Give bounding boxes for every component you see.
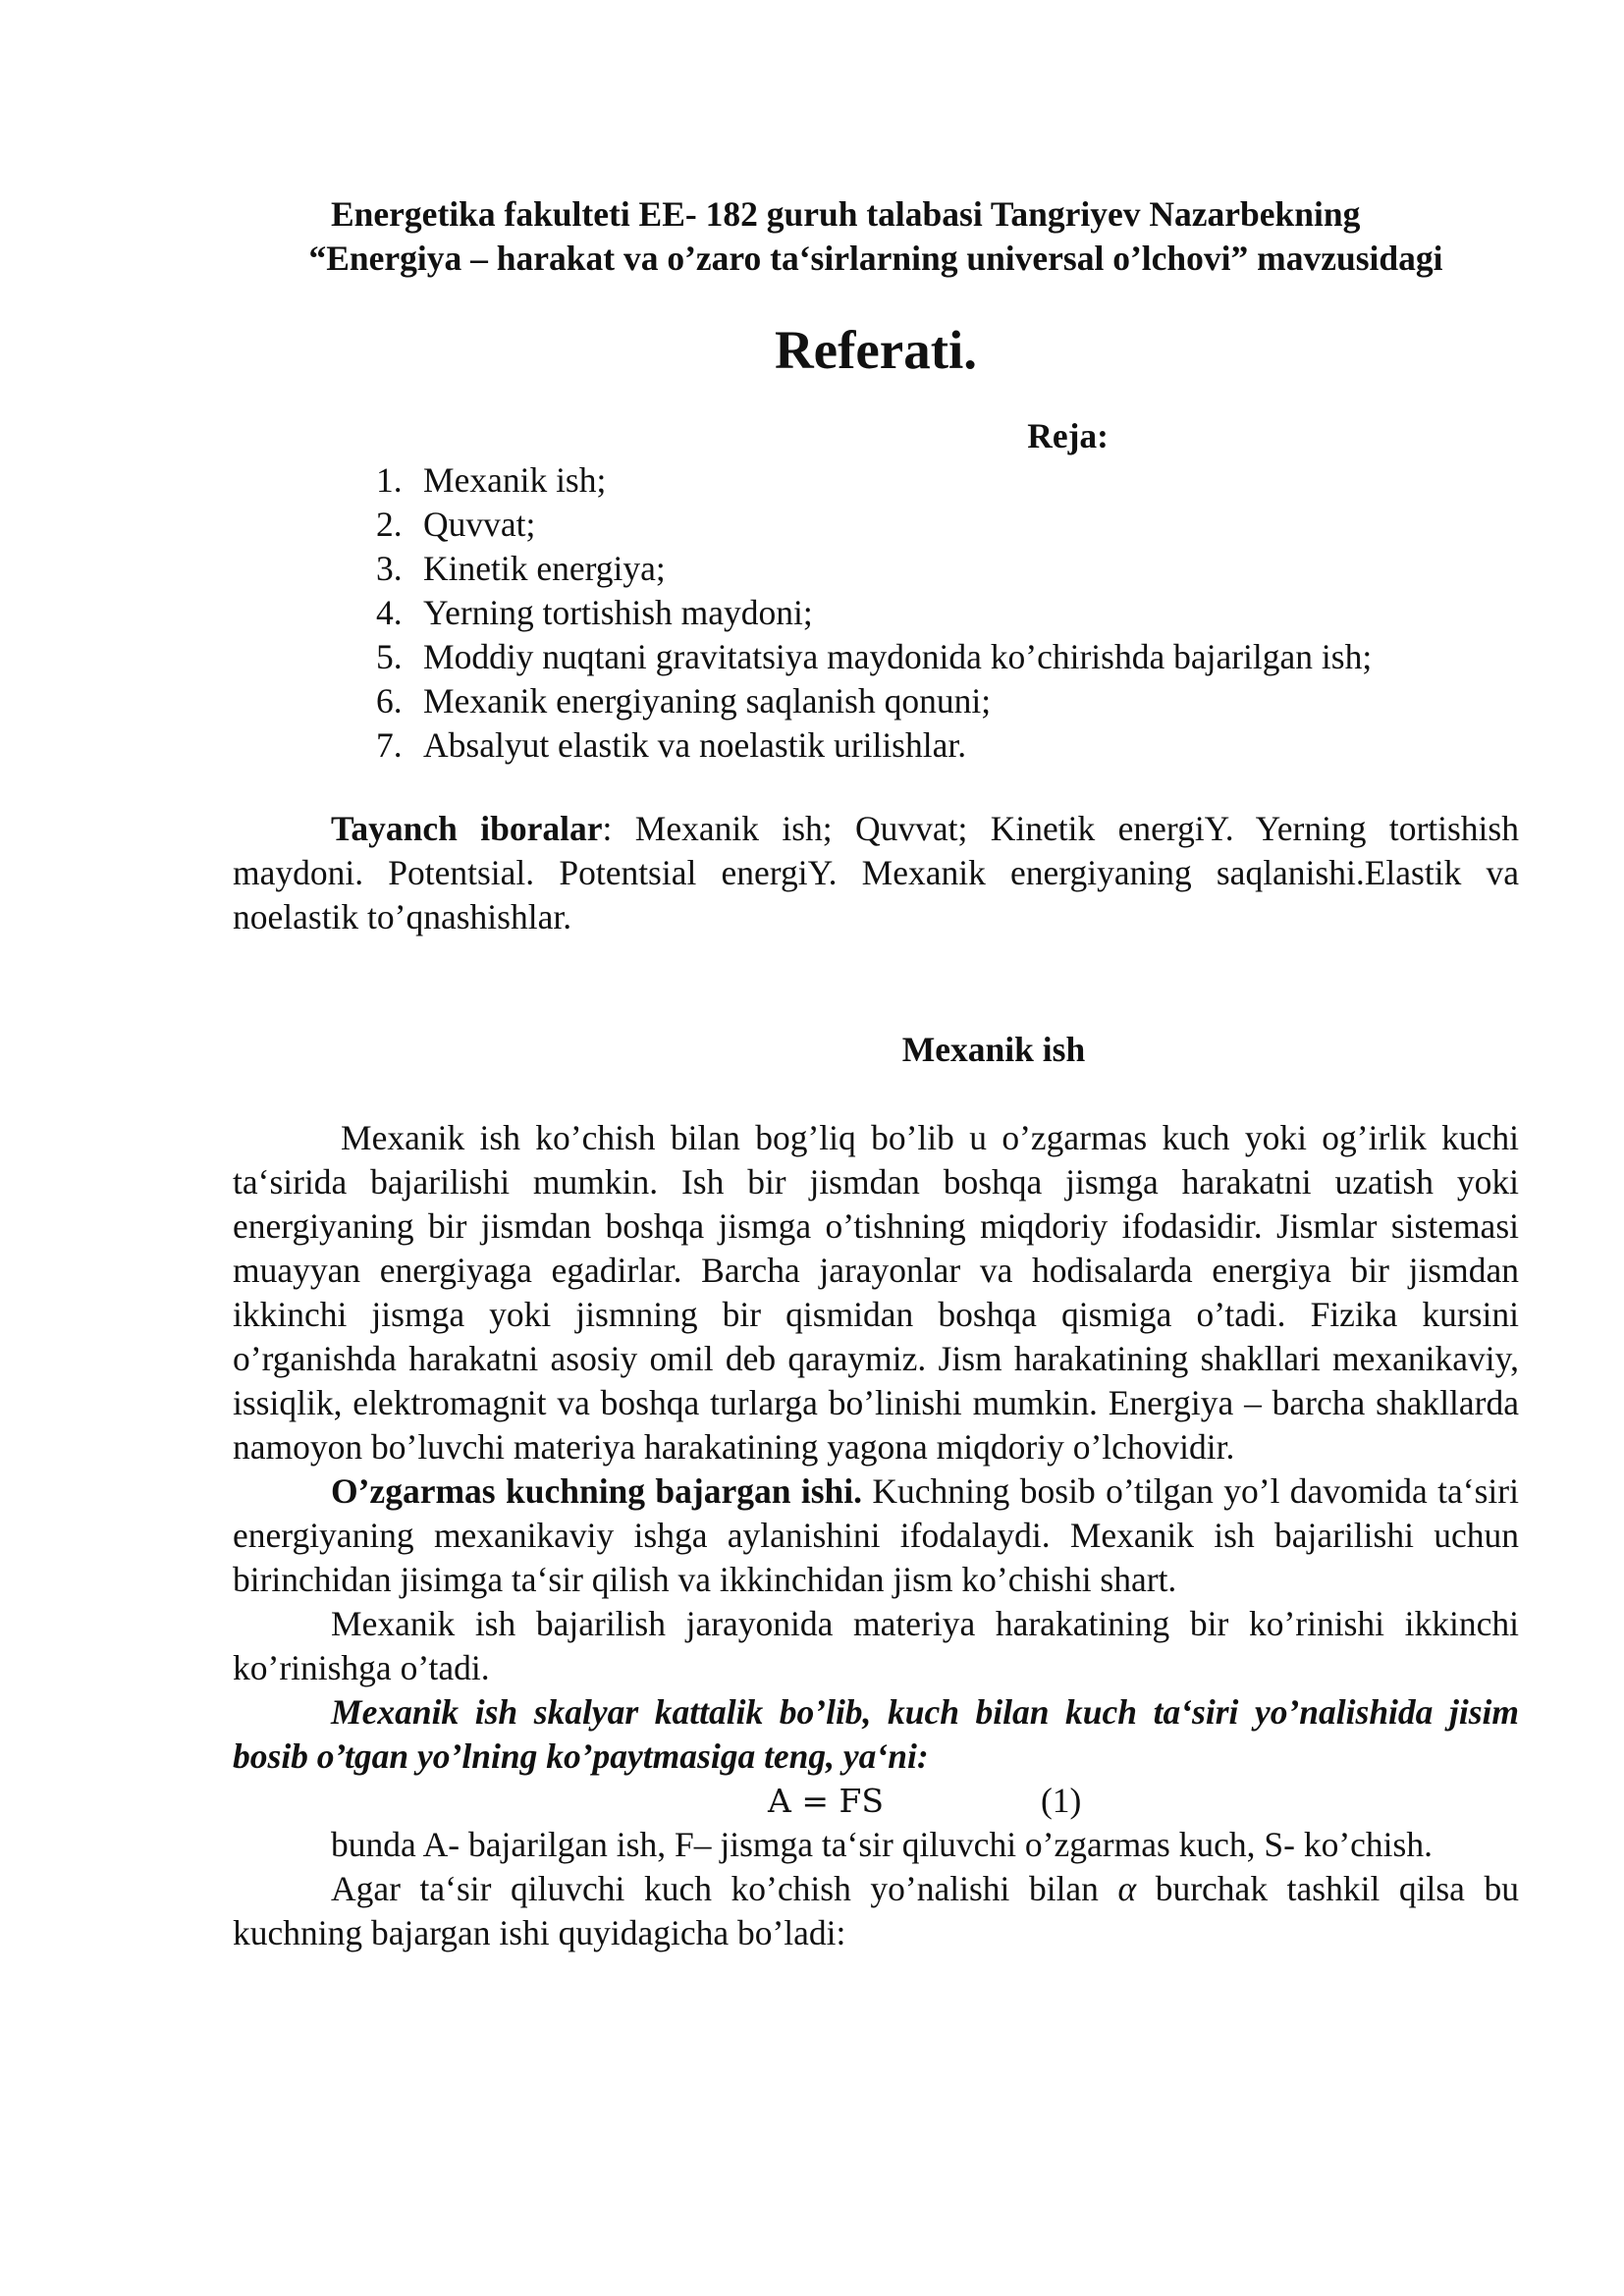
plan-item-number: 2. bbox=[376, 505, 403, 544]
plan-heading: Reja: bbox=[1027, 416, 1109, 455]
plan-item-number: 3. bbox=[376, 549, 403, 588]
plan-item-number: 6. bbox=[376, 681, 403, 721]
plan-item bbox=[376, 503, 1519, 547]
plan-item bbox=[376, 547, 1519, 591]
body-paragraph-6 bbox=[233, 1867, 1519, 1955]
plan-item-text: Absalyut elastik va noelastik urilishlar. bbox=[423, 725, 967, 765]
keywords-label: Tayanch iboralar bbox=[331, 809, 603, 848]
plan-item-text: Mexanik ish; bbox=[423, 460, 607, 500]
plan-item-text: Kinetik energiya; bbox=[423, 549, 666, 588]
paragraph-lead-bold: O’zgarmas kuchning bajargan ishi. bbox=[331, 1471, 863, 1511]
plan-item-number: 4. bbox=[376, 593, 403, 632]
formula-number: (1) bbox=[1040, 1781, 1082, 1820]
plan-item-text: Moddiy nuqtani gravitatsiya maydonida ko’chirishda bajarilgan ish; bbox=[423, 637, 1373, 676]
plan-list bbox=[233, 458, 1519, 768]
paragraph-text: Agar ta‘sir qiluvchi kuch ko’chish yo’nalishi bilan bbox=[331, 1869, 1118, 1908]
section-title: Mexanik ish bbox=[901, 1030, 1086, 1069]
formula-expression: A = FS bbox=[768, 1782, 884, 1820]
alpha-symbol: α bbox=[1117, 1869, 1137, 1908]
paragraph-text: Kuchning bosib o’tilgan yo’l davomida ta‘siri energiyaning mexanikaviy ishga aylanishini ifodalaydi. Mexanik ish bajarilishi uchun birinchidan jisimga ta‘sir qilish va ikkinchidan jism ko’chishi shart. bbox=[233, 1471, 1519, 1599]
paragraph-text: burchak tashkil qilsa bu kuchning bajargan ishi quyidagicha bo’ladi: bbox=[233, 1869, 1520, 1952]
formula-line bbox=[233, 1779, 1519, 1823]
plan-item bbox=[376, 591, 1519, 635]
plan-item-number: 7. bbox=[376, 725, 403, 765]
keywords-paragraph bbox=[233, 807, 1519, 939]
plan-item-text: Quvvat; bbox=[423, 505, 536, 544]
document-page bbox=[233, 192, 1519, 1955]
body-paragraph-3: Mexanik ish bajarilish jarayonida materiya harakatining bir ko’rinishi ikkinchi ko’rinishga o’tadi. bbox=[233, 1604, 1519, 1687]
body-paragraph-1: Mexanik ish ko’chish bilan bog’liq bo’lib u o’zgarmas kuch yoki og’irlik kuchi ta‘sirida bajarilishi mumkin. Ish bir jismdan boshqa jismga harakatni uzatish yoki energiyaning bir jismdan boshqa jismga o’tishning miqdoriy ifodasidir. Jismlar sistemasi muayyan energiyaga egadirlar. Barcha jarayonlar va hodisalarda energiya bir jismdan ikkinchi jismga yoki jismning bir qismidan boshqa qismiga o’tadi. Fizika kursini o’rganishda harakatni asosiy omil deb qaraymiz. Jism harakatining shakllari mexanikaviy, issiqlik, elektromagnit va boshqa turlarga bo’linishi mumkin. Energiya – barcha shakllarda namoyon bo’luvchi materiya harakatining yagona miqdoriy o’lchovidir. bbox=[233, 1118, 1519, 1467]
plan-item-text: Yerning tortishish maydoni; bbox=[423, 593, 813, 632]
body-paragraph-2 bbox=[233, 1469, 1519, 1602]
keywords-text: : Mexanik ish; Quvvat; Kinetik energiY. Yerning tortishish maydoni. Potentsial. Potentsial energiY. Mexanik energiyaning saqlanishi.Elastik va noelastik to’qnashishlar. bbox=[233, 809, 1519, 936]
body-paragraph-5: bunda A- bajarilgan ish, F– jismga ta‘sir qiluvchi o’zgarmas kuch, S- ko’chish. bbox=[331, 1825, 1433, 1864]
document-title: Referati. bbox=[774, 320, 978, 380]
plan-item bbox=[376, 723, 1519, 768]
plan-item-number: 5. bbox=[376, 637, 403, 676]
plan-item-number: 1. bbox=[376, 460, 403, 500]
header-line-2: “Energiya – harakat va o’zaro ta‘sirlarning universal o’lchovi” mavzusidagi bbox=[308, 239, 1443, 278]
plan-item-text: Mexanik energiyaning saqlanish qonuni; bbox=[423, 681, 992, 721]
plan-item bbox=[376, 458, 1519, 503]
plan-item bbox=[376, 679, 1519, 723]
plan-item bbox=[376, 635, 1519, 679]
definition-paragraph: Mexanik ish skalyar kattalik bo’lib, kuch bilan kuch ta‘siri yo’nalishida jisim bosib o’tgan yo’lning ko’paytmasiga teng, ya‘ni: bbox=[233, 1692, 1519, 1776]
header-line-1: Energetika fakulteti EE- 182 guruh talabasi Tangriyev Nazarbekning bbox=[331, 194, 1361, 234]
